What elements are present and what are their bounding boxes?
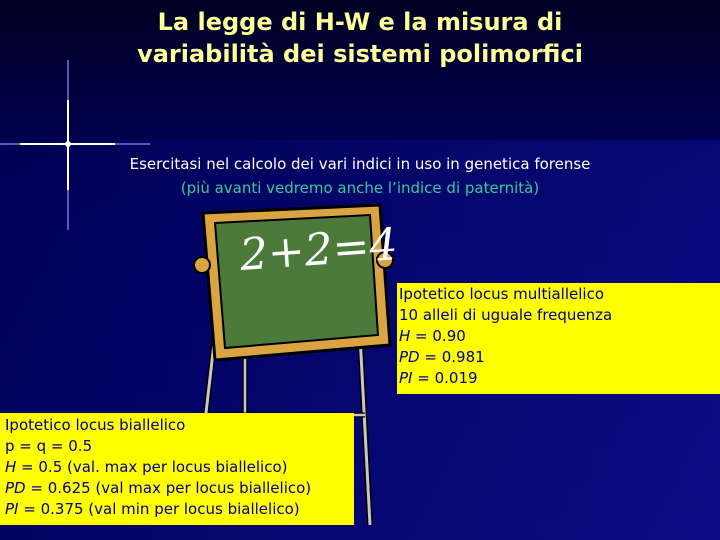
title-line-1: La legge di H-W e la misura di [157,8,563,36]
multiallelic-line-1: Ipotetico locus multiallelico [399,285,605,303]
subtitle-line-2: (più avanti vedremo anche l’indice di paternità) [180,179,540,197]
multiallelic-pd-row [399,347,720,368]
pi-label: PI [5,500,19,518]
h-value: = 0.5 (val. max per locus biallelico) [16,458,288,476]
pd-value: = 0.981 [419,348,485,366]
pi-value: = 0.019 [412,369,478,387]
multiallelic-box [397,283,720,394]
biallelic-pd-row [5,478,354,499]
h-label: H [5,458,17,476]
pd-value: = 0.625 (val max per locus biallelico) [25,479,312,497]
slide-subtitle [60,152,660,200]
chalkboard-text: 2+2=4 [238,219,400,281]
biallelic-pi-row [5,499,354,520]
slide-title [60,6,660,70]
pi-label: PI [399,369,413,387]
pd-label: PD [5,479,26,497]
biallelic-h-row [5,457,354,478]
biallelic-box [0,413,354,525]
h-value: = 0.90 [410,327,466,345]
multiallelic-h-row [399,326,720,347]
biallelic-line-1: Ipotetico locus biallelico [5,416,186,434]
multiallelic-line-2: 10 alleli di uguale frequenza [399,306,613,324]
pi-value: = 0.375 (val min per locus biallelico) [18,500,300,518]
pd-label: PD [399,348,420,366]
biallelic-line-2: p = q = 0.5 [5,437,93,455]
title-line-2: variabilità dei sistemi polimorfici [137,40,583,68]
h-label: H [399,327,411,345]
multiallelic-pi-row [399,368,720,389]
subtitle-line-1: Esercitasi nel calcolo dei vari indici in uso in genetica forense [129,155,591,173]
